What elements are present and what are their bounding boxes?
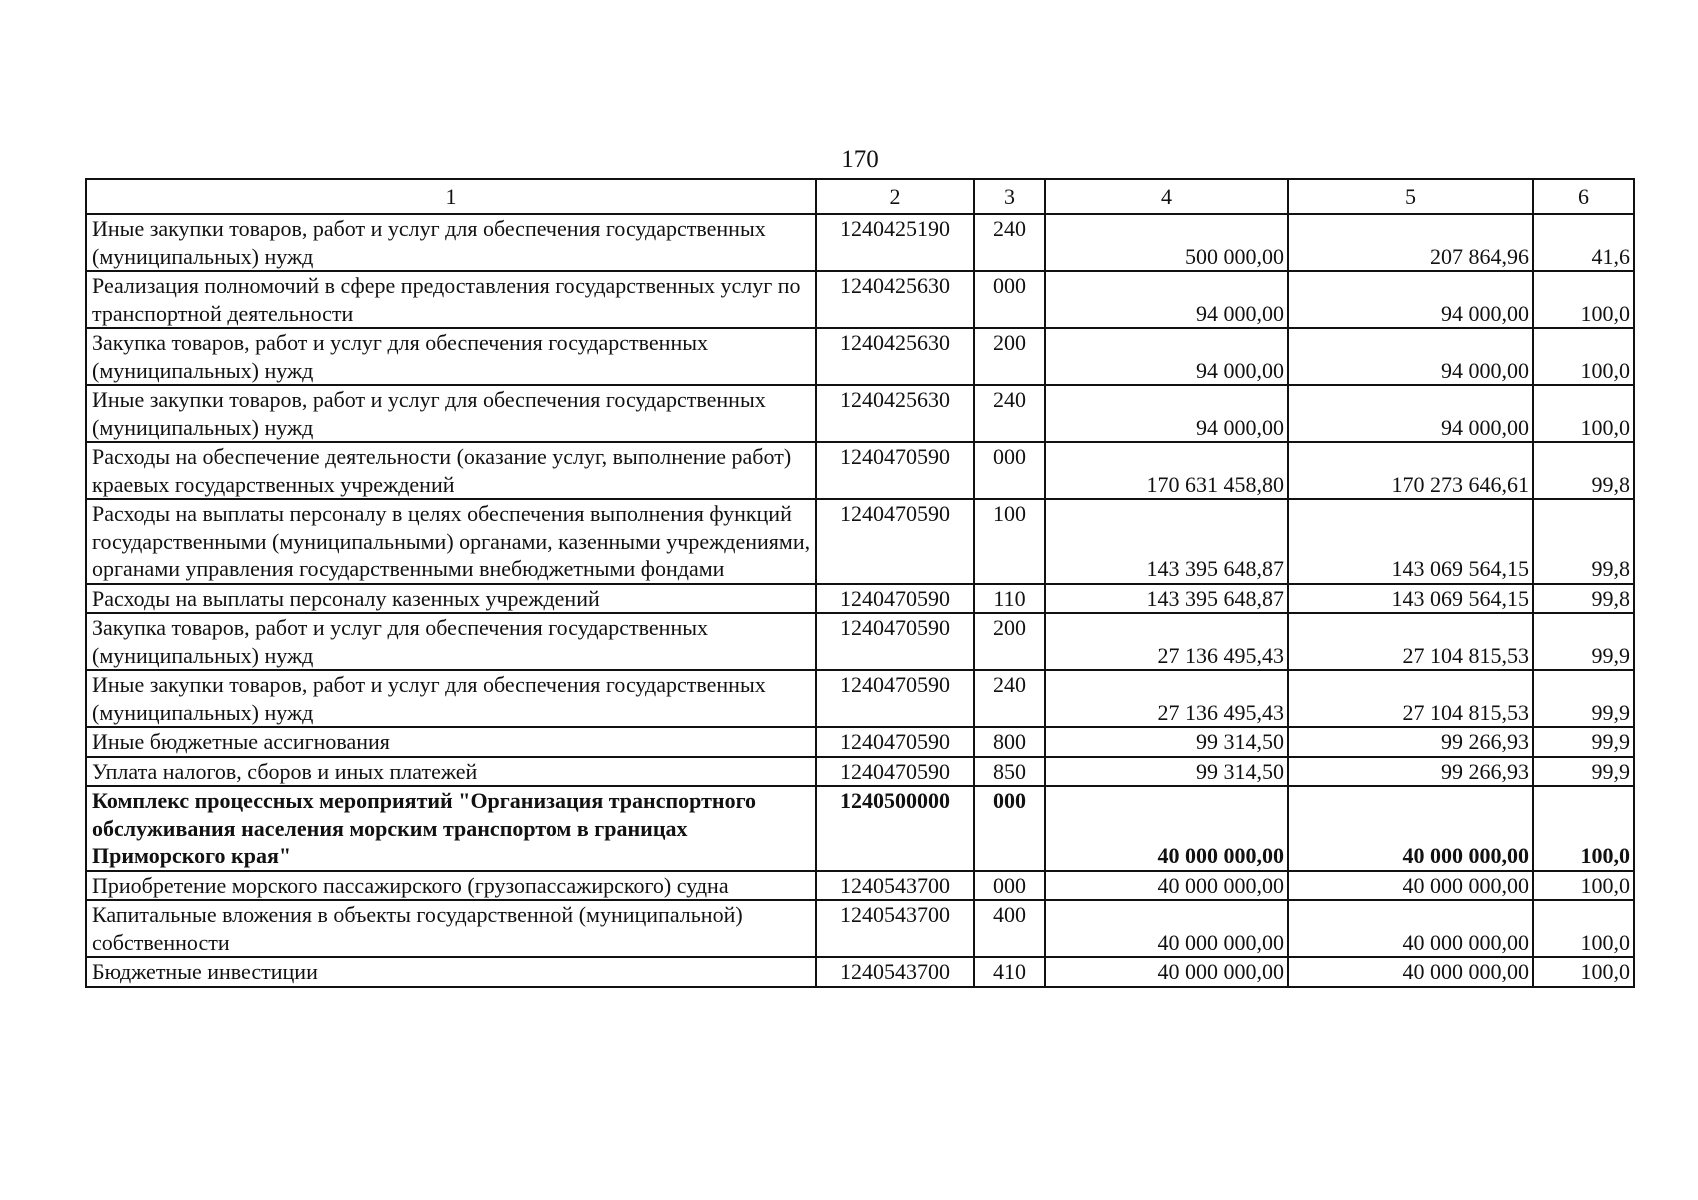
row-plan-cell: 40 000 000,00 [1045,786,1288,871]
row-type-cell: 000 [974,442,1045,499]
row-name-cell: Расходы на выплаты персоналу казенных учреждений [86,584,816,614]
row-code-cell: 1240425630 [816,385,974,442]
table-row [86,442,1634,499]
row-code-cell: 1240470590 [816,757,974,787]
row-plan-cell: 94 000,00 [1045,271,1288,328]
row-plan-cell: 27 136 495,43 [1045,613,1288,670]
row-type-cell: 400 [974,900,1045,957]
row-name-cell: Приобретение морского пассажирского (грузопассажирского) судна [86,871,816,901]
row-percent-cell: 99,9 [1533,757,1634,787]
row-percent-cell: 100,0 [1533,385,1634,442]
column-header: 2 [816,179,974,214]
row-fact-cell: 143 069 564,15 [1288,499,1533,584]
row-fact-cell: 94 000,00 [1288,385,1533,442]
row-fact-cell: 94 000,00 [1288,271,1533,328]
row-name-cell: Уплата налогов, сборов и иных платежей [86,757,816,787]
row-plan-cell: 99 314,50 [1045,757,1288,787]
row-type-cell: 110 [974,584,1045,614]
row-type-cell: 000 [974,871,1045,901]
column-header: 4 [1045,179,1288,214]
table-row [86,957,1634,987]
row-fact-cell: 94 000,00 [1288,328,1533,385]
row-percent-cell: 100,0 [1533,957,1634,987]
row-fact-cell: 27 104 815,53 [1288,613,1533,670]
row-fact-cell: 170 273 646,61 [1288,442,1533,499]
column-header: 1 [86,179,816,214]
row-name-cell: Расходы на выплаты персоналу в целях обеспечения выполнения функций государственными (муниципальными) органами, казенными учреждениями, органами управления государственными внебюджетными фондами [86,499,816,584]
row-percent-cell: 99,8 [1533,499,1634,584]
row-code-cell: 1240470590 [816,670,974,727]
row-type-cell: 800 [974,727,1045,757]
row-code-cell: 1240425630 [816,271,974,328]
row-plan-cell: 143 395 648,87 [1045,499,1288,584]
row-type-cell: 240 [974,670,1045,727]
row-percent-cell: 99,9 [1533,670,1634,727]
table-row [86,670,1634,727]
row-plan-cell: 99 314,50 [1045,727,1288,757]
row-type-cell: 200 [974,328,1045,385]
budget-table [85,178,1635,988]
table-row [86,271,1634,328]
row-plan-cell: 27 136 495,43 [1045,670,1288,727]
table-row [86,613,1634,670]
row-code-cell: 1240470590 [816,442,974,499]
row-code-cell: 1240425190 [816,214,974,271]
row-fact-cell: 99 266,93 [1288,727,1533,757]
row-name-cell: Расходы на обеспечение деятельности (оказание услуг, выполнение работ) краевых государственных учреждений [86,442,816,499]
row-code-cell: 1240470590 [816,727,974,757]
row-plan-cell: 94 000,00 [1045,385,1288,442]
table-row [86,900,1634,957]
row-type-cell: 000 [974,786,1045,871]
table-row [86,757,1634,787]
row-type-cell: 100 [974,499,1045,584]
column-header: 5 [1288,179,1533,214]
row-name-cell: Бюджетные инвестиции [86,957,816,987]
row-plan-cell: 94 000,00 [1045,328,1288,385]
row-name-cell: Иные закупки товаров, работ и услуг для обеспечения государственных (муниципальных) нужд [86,214,816,271]
row-plan-cell: 500 000,00 [1045,214,1288,271]
table-row [86,727,1634,757]
row-fact-cell: 40 000 000,00 [1288,871,1533,901]
row-plan-cell: 40 000 000,00 [1045,871,1288,901]
column-header: 6 [1533,179,1634,214]
row-code-cell: 1240470590 [816,499,974,584]
row-type-cell: 200 [974,613,1045,670]
row-name-cell: Иные закупки товаров, работ и услуг для обеспечения государственных (муниципальных) нужд [86,385,816,442]
row-name-cell: Капитальные вложения в объекты государственной (муниципальной) собственности [86,900,816,957]
row-fact-cell: 40 000 000,00 [1288,957,1533,987]
row-type-cell: 240 [974,214,1045,271]
row-fact-cell: 143 069 564,15 [1288,584,1533,614]
row-plan-cell: 170 631 458,80 [1045,442,1288,499]
row-fact-cell: 40 000 000,00 [1288,900,1533,957]
row-code-cell: 1240543700 [816,871,974,901]
row-percent-cell: 99,9 [1533,727,1634,757]
table-row [86,385,1634,442]
row-percent-cell: 41,6 [1533,214,1634,271]
row-name-cell: Иные бюджетные ассигнования [86,727,816,757]
row-code-cell: 1240543700 [816,900,974,957]
row-percent-cell: 99,9 [1533,613,1634,670]
page-number: 170 [841,146,879,173]
row-percent-cell: 100,0 [1533,871,1634,901]
row-plan-cell: 143 395 648,87 [1045,584,1288,614]
row-name-cell: Комплекс процессных мероприятий "Организация транспортного обслуживания населения морским транспортом в границах Приморского края" [86,786,816,871]
table-row [86,499,1634,584]
row-fact-cell: 27 104 815,53 [1288,670,1533,727]
column-header: 3 [974,179,1045,214]
row-fact-cell: 207 864,96 [1288,214,1533,271]
table-row [86,328,1634,385]
row-plan-cell: 40 000 000,00 [1045,900,1288,957]
row-type-cell: 240 [974,385,1045,442]
row-name-cell: Реализация полномочий в сфере предоставления государственных услуг по транспортной деятельности [86,271,816,328]
row-percent-cell: 99,8 [1533,442,1634,499]
row-type-cell: 850 [974,757,1045,787]
row-percent-cell: 100,0 [1533,786,1634,871]
row-percent-cell: 100,0 [1533,271,1634,328]
row-fact-cell: 99 266,93 [1288,757,1533,787]
row-name-cell: Закупка товаров, работ и услуг для обеспечения государственных (муниципальных) нужд [86,328,816,385]
row-percent-cell: 100,0 [1533,900,1634,957]
row-code-cell: 1240500000 [816,786,974,871]
row-plan-cell: 40 000 000,00 [1045,957,1288,987]
table-row [86,214,1634,271]
table-row [86,871,1634,901]
row-code-cell: 1240425630 [816,328,974,385]
header-row [86,179,1634,214]
table-row [86,786,1634,871]
row-fact-cell: 40 000 000,00 [1288,786,1533,871]
row-name-cell: Закупка товаров, работ и услуг для обеспечения государственных (муниципальных) нужд [86,613,816,670]
row-code-cell: 1240543700 [816,957,974,987]
table-body [86,214,1634,987]
table-row [86,584,1634,614]
row-percent-cell: 100,0 [1533,328,1634,385]
row-type-cell: 410 [974,957,1045,987]
row-code-cell: 1240470590 [816,584,974,614]
row-percent-cell: 99,8 [1533,584,1634,614]
row-code-cell: 1240470590 [816,613,974,670]
row-name-cell: Иные закупки товаров, работ и услуг для обеспечения государственных (муниципальных) нужд [86,670,816,727]
row-type-cell: 000 [974,271,1045,328]
